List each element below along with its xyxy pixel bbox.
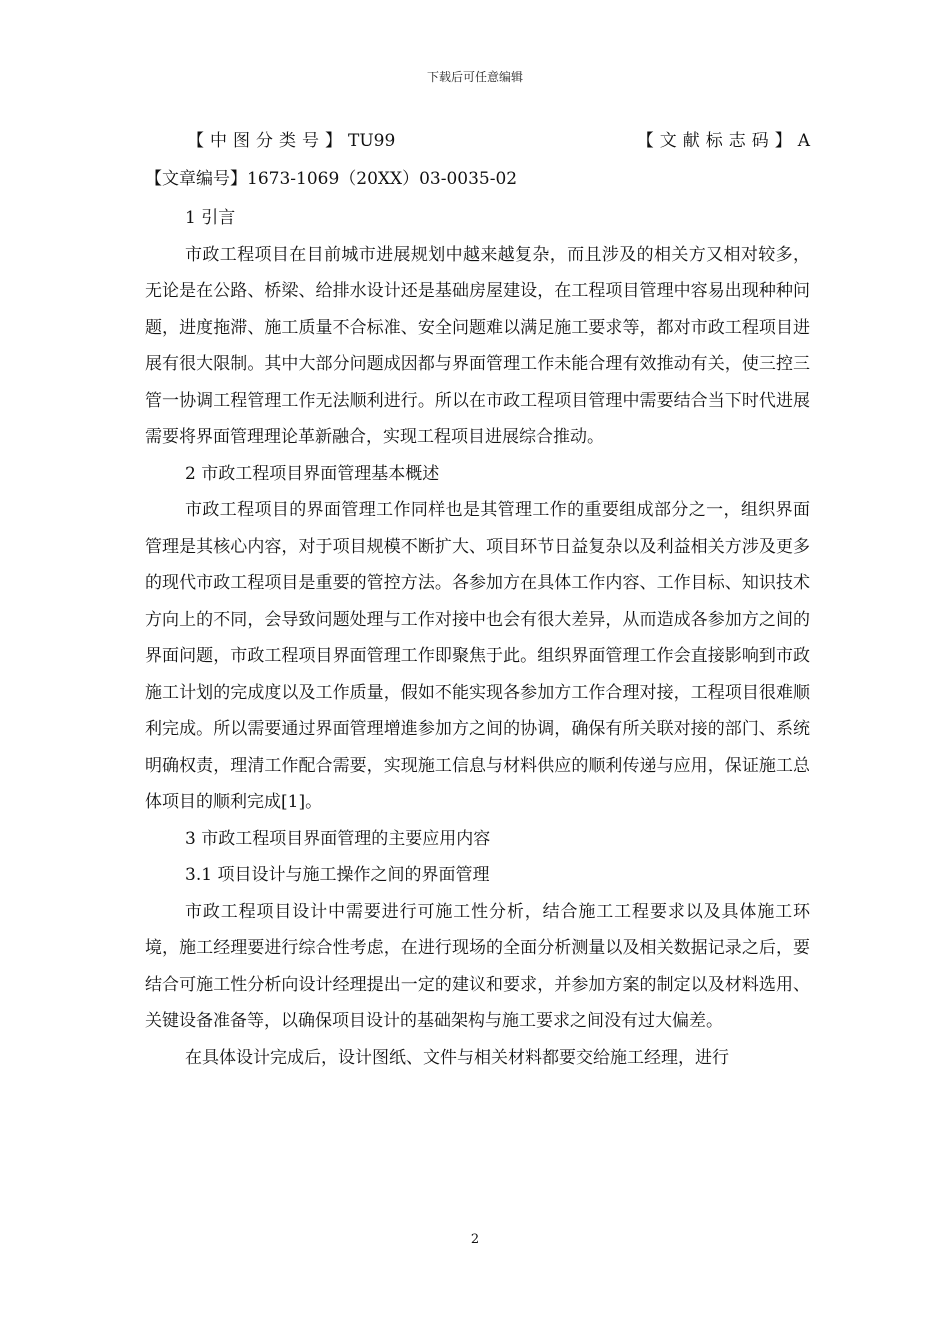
doc-code-value: A xyxy=(797,131,810,151)
clc-field xyxy=(187,126,395,151)
paragraph: 市政工程项目的界面管理工作同样也是其管理工作的重要组成部分之一，组织界面管理是其核心内容，对于项目规模不断扩大、项目环节日益复杂以及利益相关方涉及更多的现代市政工程项目是重要的管控方法。各参加方在具体工作内容、工作目标、知识技术方向上的不同，会导致问题处理与工作对接中也会有很大差异，从而造成各参加方之间的界面问题，市政工程项目界面管理工作即聚焦于此。组织界面管理工作会直接影响到市政施工计划的完成度以及工作质量，假如不能实现各参加方工作合理对接，工程项目很难顺利完成。所以需要通过界面管理增進参加方之间的协调，确保有所关联对接的部门、系统明确权责，理清工作配合需要，实现施工信息与材料供应的顺利传递与应用，保证施工总体项目的顺利完成[1]。 xyxy=(145,500,810,812)
doc-code-field xyxy=(637,126,810,151)
article-number: 【文章编号】1673-1069（20XX）03-0035-02 xyxy=(145,169,518,189)
paragraph: 市政工程项目在目前城市进展规划中越来越复杂，而且涉及的相关方又相对较多，无论是在公路、桥梁、给排水设计还是基础房屋建设，在工程项目管理中容易出现种种问题，进度拖滞、施工质量不合标准、安全问题难以满足施工要求等，都对市政工程项目进展有很大限制。其中大部分问题成因都与界面管理工作未能合理有效推动有关，使三控三管一协调工程管理工作无法顺利进行。所以在市政工程项目管理中需要结合当下时代进展需要将界面管理理论革新融合，实现工程项目进展综合推动。 xyxy=(145,244,810,447)
classification-row xyxy=(187,126,810,154)
clc-value: TU99 xyxy=(348,131,396,151)
clc-label: 【中图分类号】 xyxy=(187,131,348,151)
header-note: 下载后可任意编辑 xyxy=(426,70,523,84)
page-number: 2 xyxy=(470,1232,480,1247)
section-heading: 2 市政工程项目界面管理基本概述 xyxy=(185,463,440,484)
section-heading: 3 市政工程项目界面管理的主要应用内容 xyxy=(185,828,491,849)
paragraph: 市政工程项目设计中需要进行可施工性分析，结合施工工程要求以及具体施工环境，施工经理要进行综合性考虑，在进行现场的全面分析测量以及相关数据记录之后，要结合可施工性分析向设计经理提出一定的建议和要求，并参加方案的制定以及材料选用、关键设备准备等，以确保项目设计的基础架构与施工要求之间没有过大偏差。 xyxy=(145,901,810,1031)
document-body xyxy=(145,200,810,1076)
subsection-heading: 3.1 项目设计与施工操作之间的界面管理 xyxy=(185,865,490,885)
doc-code-label: 【文献标志码】 xyxy=(636,131,798,151)
section-heading: 1 引言 xyxy=(185,208,236,228)
paragraph: 在具体设计完成后，设计图纸、文件与相关材料都要交给施工经理，进行 xyxy=(185,1047,729,1068)
